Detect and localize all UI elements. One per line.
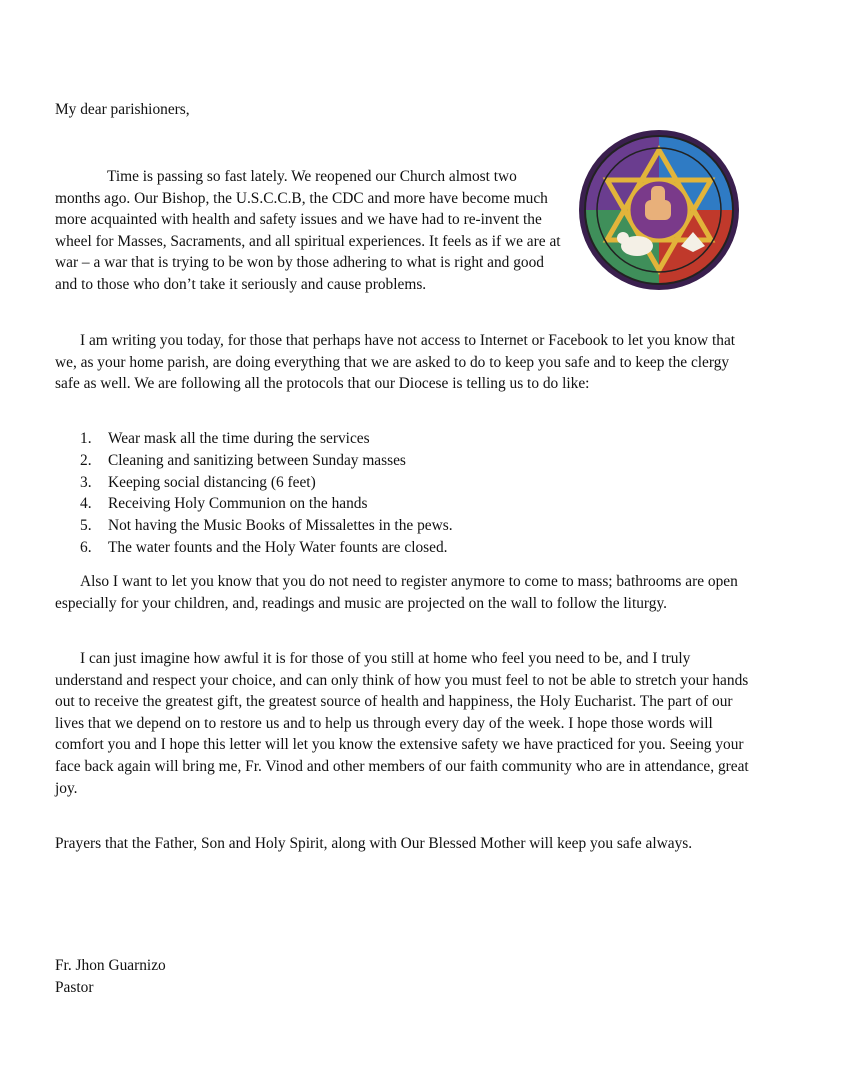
list-item: 4. Receiving Holy Communion on the hands — [80, 495, 368, 513]
list-item: 2. Cleaning and sanitizing between Sunday masses — [80, 451, 406, 469]
stained-glass-window-icon — [577, 128, 741, 292]
paragraph-intro: Time is passing so fast lately. We reopened our Church almost two months ago. Our Bishop, the U.S.C.C.B, the CDC and more have become much more acquainted with health and safety issues and we have had to re-invent the wheel for Masses, Sacraments, and all spiritual experiences. It feels as if we are at war – a war that is trying to be won by those adhering to what is right and good and to those who don’t take it seriously and cause problems. — [55, 168, 561, 293]
paragraph-eucharist: I can just imagine how awful it is for those of you still at home who feel you need to be, and I truly understand and respect your choice, and can only think of how you must feel to not be able to stretch your hands out to receive the greatest gift, the greatest source of health and happiness, the Holy Eucharist. The part of our lives that we depend on to restore us and to help us through every day of the week. I hope those words will comfort you and I hope this letter will let you know the extensive safety we have practiced for you. Seeing your face back again will bring me, Fr. Vinod and other members of our faith community who are in attendance, great joy. — [55, 650, 749, 797]
paragraph-registration: Also I want to let you know that you do not need to register anymore to come to mass; bathrooms are open especially for your children, and, readings and music are projected on the wall to follow the liturgy. — [55, 573, 738, 612]
protocol-list — [55, 428, 453, 559]
salutation: My dear parishioners, — [55, 101, 190, 118]
paragraph-prayers: Prayers that the Father, Son and Holy Spirit, along with Our Blessed Mother will keep you safe always. — [55, 835, 693, 852]
list-item: 6. The water founts and the Holy Water founts are closed. — [80, 538, 448, 556]
list-item: 1. Wear mask all the time during the services — [80, 430, 370, 447]
signature-name: Fr. Jhon Guarnizo — [55, 957, 166, 974]
signature-title: Pastor — [55, 978, 94, 996]
list-item: 3. Keeping social distancing (6 feet) — [80, 473, 316, 491]
signature-block — [55, 955, 166, 998]
list-item: 5. Not having the Music Books of Missalettes in the pews. — [80, 517, 453, 535]
paragraph-protocols-intro: I am writing you today, for those that perhaps have not access to Internet or Facebook to let you know that we, as your home parish, are doing everything that we are asked to do to keep you safe and to keep the clergy safe as well. We are following all the protocols that our Diocese is telling us to do like: — [55, 332, 736, 393]
